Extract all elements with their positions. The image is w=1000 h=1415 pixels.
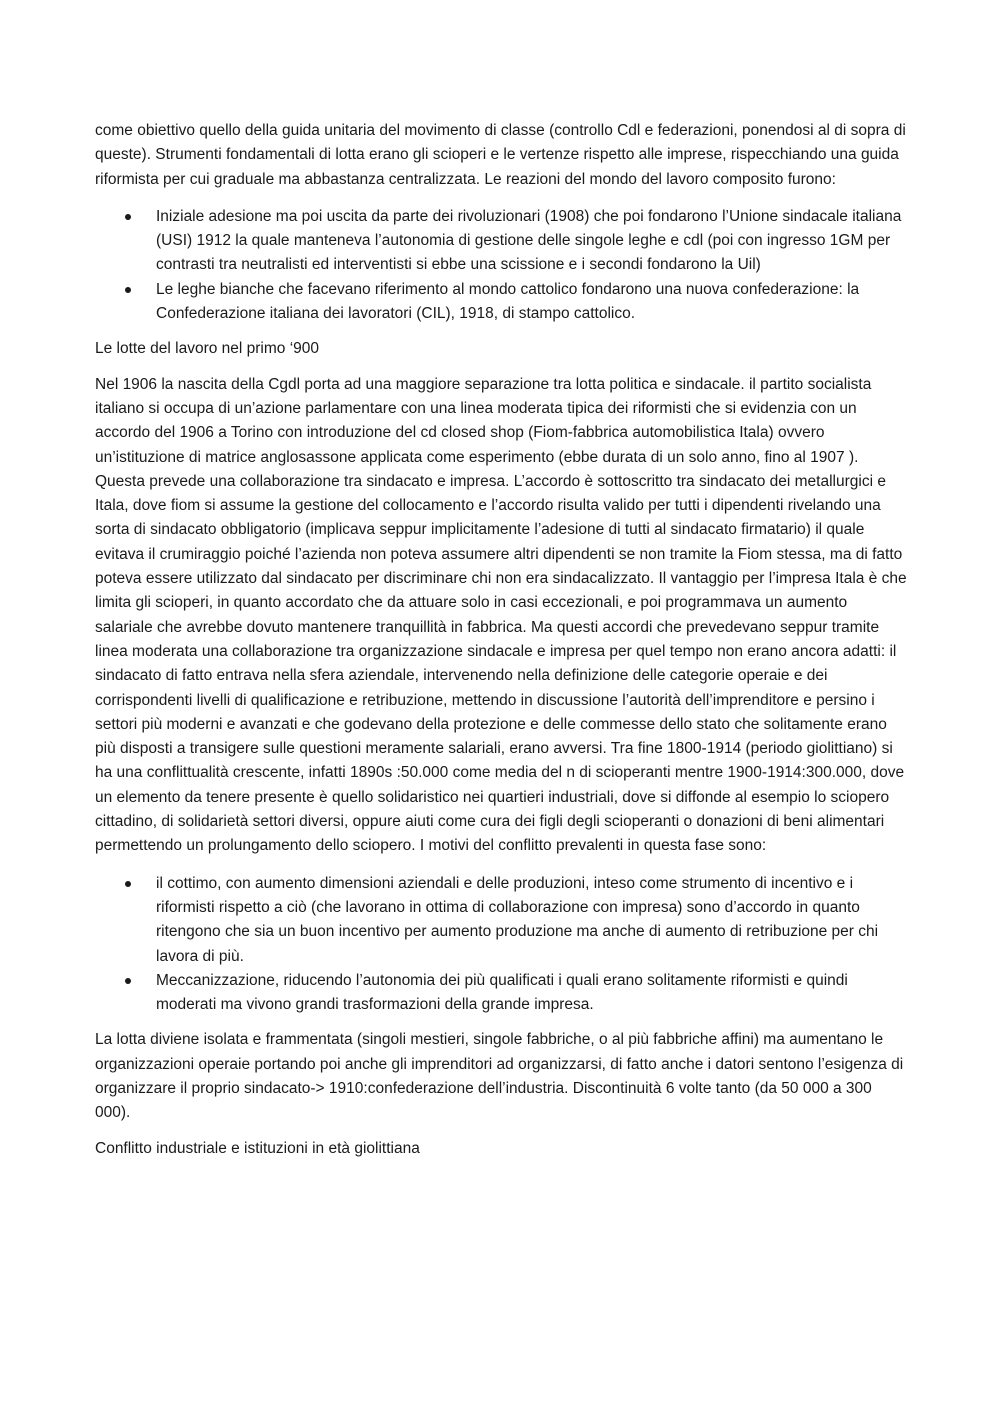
bullet-icon xyxy=(125,881,131,887)
list-item-text: Iniziale adesione ma poi uscita da parte dei rivoluzionari (1908) che poi fondarono l’Unione sindacale italiana (USI) 1912 la quale manteneva l’autonomia di gestione delle singole leghe e cdl (poi con ingresso 1GM per contrasti tra neutralisti ed interventisti si ebbe una scissione e i secondi fondarono la Uil) xyxy=(156,207,902,274)
list-item-text: Meccanizzazione, riducendo l’autonomia dei più qualificati i quali erano solitamente riformisti e quindi moderati ma vivono grandi trasformazioni della grande impresa. xyxy=(156,971,848,1014)
document-page xyxy=(95,119,907,1172)
section-heading: Le lotte del lavoro nel primo ‘900 xyxy=(95,340,320,358)
list-item xyxy=(95,969,907,1018)
body-paragraph: Nel 1906 la nascita della Cgdl porta ad una maggiore separazione tra lotta politica e sindacale. il partito socialista italiano si occupa di un’azione parlamentare con una linea moderata tipica dei riformisti che si evidenzia con un accordo del 1906 a Torino con introduzione del cd closed shop (Fiom-fabbrica automobilistica Itala) ovvero un’istituzione di matrice anglosassone applicata come esperimento (ebbe durata di un solo anno, fino al 1907 ). Questa prevede una collaborazione tra sindacato e impresa. L’accordo è sottoscritto tra sindacato dei metallurgici e Itala, dove fiom si assume la gestione del collocamento e l’accordo risulta valido per tutti i dipendenti rivelando una sorta di sindacato obbligatorio (implicava seppur implicitamente l’adesione di tutti al sindacato firmatario) il quale evitava il crumiraggio poiché l’azienda non poteva assumere altri dipendenti se non tramite la Fiom stessa, ma di fatto poteva essere utilizzato dal sindacato per discriminare chi non era sindacalizzato. Il vantaggio per l’impresa Itala è che limita gli scioperi, in quanto accordato che da attuare solo in casi eccezionali, e poi programmava un aumento salariale che avrebbe dovuto mantenere tranquillità in fabbrica. Ma questi accordi che prevedevano seppur tramite linea moderata una collaborazione tra organizzazione sindacale e impresa per quel tempo non erano ancora adatti: il sindacato di fatto entrava nella sfera aziendale, intervenendo nella definizione delle categorie operaie e dei corrispondenti livelli di qualificazione e retribuzione, mettendo in discussione l’autorità dell’imprenditore e persino i settori più moderni e avanzati e che godevano della protezione e delle commesse dello stato che solitamente erano più disposti a transigere sulle questioni meramente salariali, erano avversi. Tra fine 1800-1914 (periodo giolittiano) si ha una conflittualità crescente, infatti 1890s :50.000 come media del n di scioperanti mentre 1900-1914:300.000, dove un elemento da tenere presente è quello solidaristico nei quartieri industriali, dove si diffonde al esempio lo sciopero cittadino, di solidarietà settori diversi, oppure aiuti come cura dei figli degli scioperanti o donazioni di beni alimentari permettendo un prolungamento dello sciopero. I motivi del conflitto prevalenti in questa fase sono: xyxy=(95,375,907,855)
reactions-list xyxy=(95,205,907,326)
list-item-text: il cottimo, con aumento dimensioni aziendali e delle produzioni, inteso come strumento di incentivo e i riformisti rispetto a ciò (che lavorano in ottima di collaborazione con impresa) sono d’accordo in quanto ritengono che sia un buon incentivo per aumento produzione ma anche di aumento di retribuzione per chi lavora di più. xyxy=(156,874,879,965)
closing-paragraph: La lotta diviene isolata e frammentata (singoli mestieri, singole fabbriche, o al più fabbriche affini) ma aumentano le organizzazioni operaie portando poi anche gli imprenditori ad organizzarsi, di fatto anche i datori sentono l’esigenza di organizzare il proprio sindacato-> 1910:confederazione dell’industria. Discontinuità 6 volte tanto (da 50 000 a 300 000). xyxy=(95,1031,904,1122)
motives-list xyxy=(95,872,907,1018)
bullet-icon xyxy=(125,214,131,220)
bullet-icon xyxy=(125,978,131,984)
list-item-text: Le leghe bianche che facevano riferimento al mondo cattolico fondarono una nuova confederazione: la Confederazione italiana dei lavoratori (CIL), 1918, di stampo cattolico. xyxy=(156,280,860,323)
list-item xyxy=(95,205,907,278)
bullet-icon xyxy=(125,287,131,293)
list-item xyxy=(95,278,907,327)
section-heading: Conflitto industriale e istituzioni in età giolittiana xyxy=(95,1139,420,1157)
intro-paragraph: come obiettivo quello della guida unitaria del movimento di classe (controllo Cdl e federazioni, ponendosi al di sopra di queste). Strumenti fondamentali di lotta erano gli scioperi e le vertenze rispetto alle imprese, rispecchiando una guida riformista per cui graduale ma abbastanza centralizzata. Le reazioni del mondo del lavoro composito furono: xyxy=(95,122,906,188)
list-item xyxy=(95,872,907,969)
